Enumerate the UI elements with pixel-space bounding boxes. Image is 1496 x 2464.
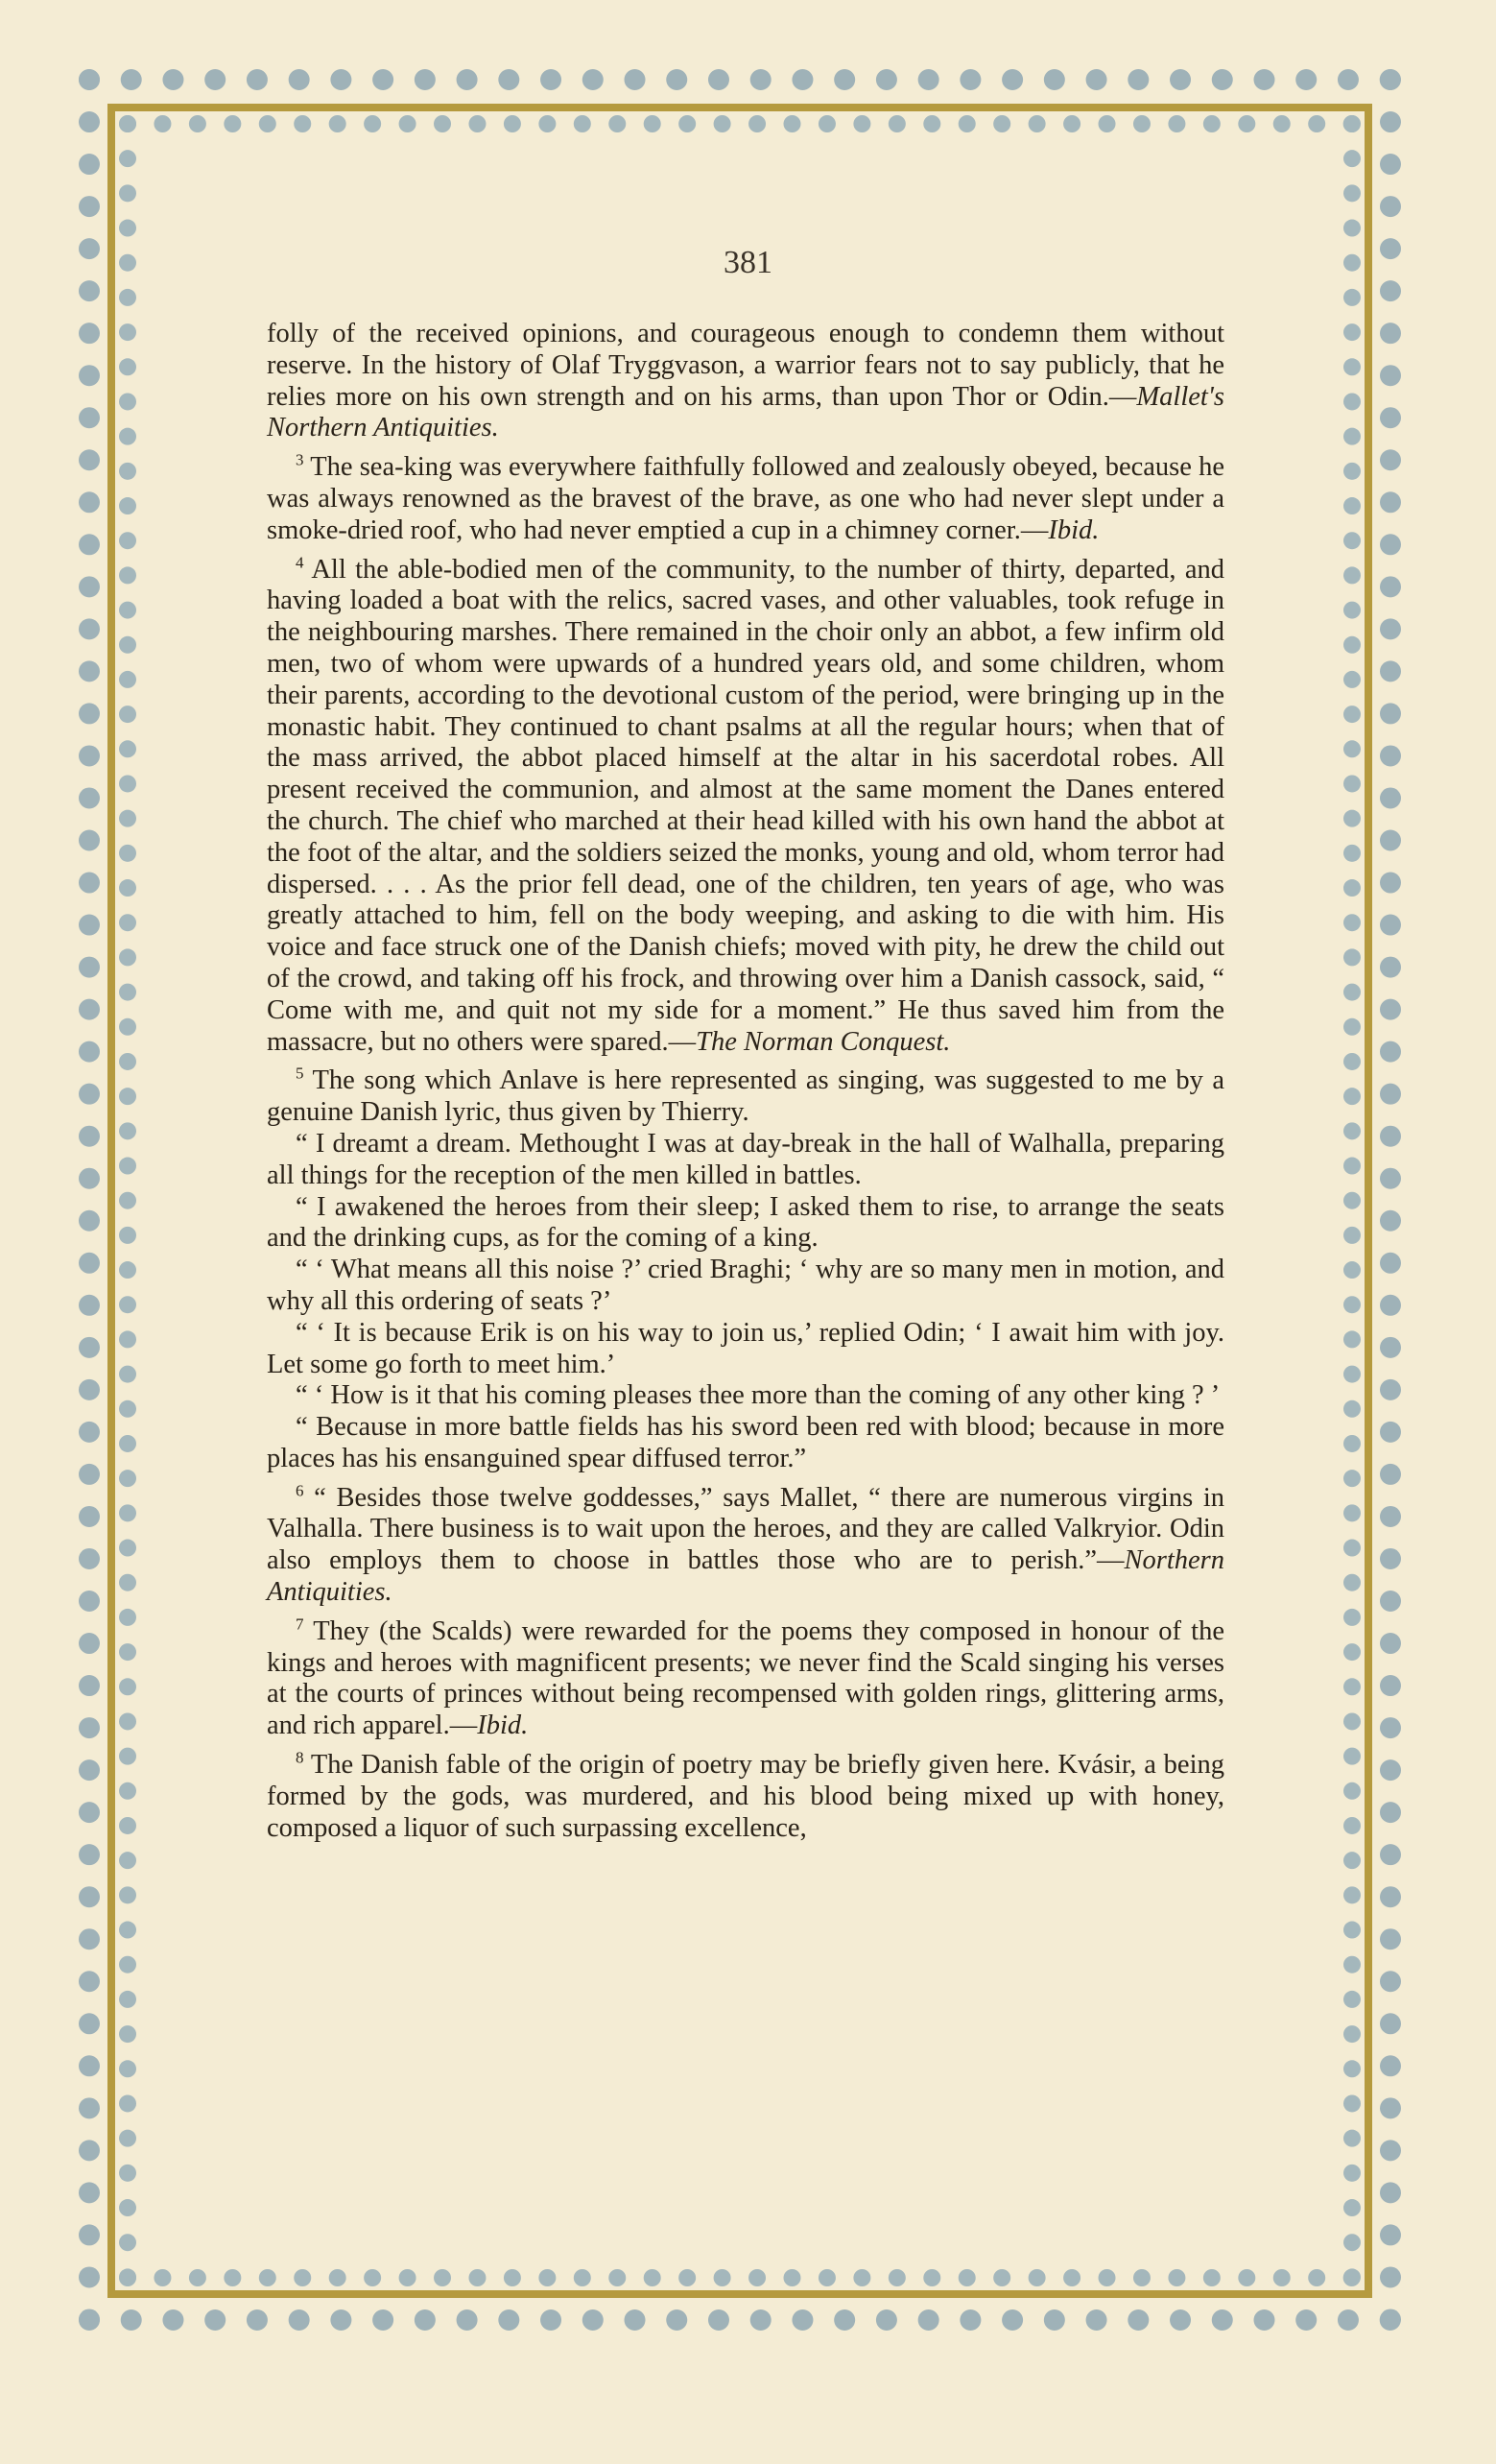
footnote-text: The song which Anlave is here represented as singing, was suggested to me by a genuine Danish lyric, thus given by Thierry.	[267, 1065, 1224, 1128]
footnote-number: 8	[296, 1748, 304, 1767]
footnote-3	[267, 452, 1224, 546]
poem-line: “ Because in more battle fields has his sword been red with blood; because in more places has his ensanguined spear diffused terror.”	[267, 1412, 1224, 1473]
footnote-text: All the able-bodied men of the community, to the number of thirty, departed, and having loaded a boat with the relics, sacred vases, and other valuables, took refuge in the neighbouring marshes. There remained in the choir only an abbot, a few infirm old men, two of whom were upwards of a hundred years old, and some children, whom their parents, according to the devotional custom of the period, were bringing up in the monastic habit. They continued to chant psalms at all the regular hours; when that of the mass arrived, the abbot placed himself at the altar in his sacerdotal robes. All present received the communion, and almost at the same moment the Danes entered the church. The chief who marched at their head killed with his own hand the abbot at the foot of the altar, and the soldiers seized the monks, young and old, whom terror had dispersed. . . . As the prior fell dead, one of the children, ten years of age, who was greatly attached to him, fell on the body weeping, and asking to die with him. His voice and face struck one of the Danish chiefs; moved with pity, he drew the child out of the crowd, and taking off his frock, and throwing over him a Danish cassock, said, “ Come with me, and quit not my side for a moment.” He thus saved him from the massacre, but no others were spared.—	[267, 554, 1224, 1057]
poem-line: “ I awakened the heroes from their sleep; I asked them to rise, to arrange the seats and the drinking cups, as for the coming of a king.	[267, 1191, 1224, 1254]
paragraph-continuation	[267, 319, 1224, 444]
poem-line: “ ‘ What means all this noise ?’ cried Braghi; ‘ why are so many men in motion, and why all this ordering of seats ?’	[267, 1255, 1224, 1316]
poem-line: “ ‘ It is because Erik is on his way to join us,’ replied Odin; ‘ I await him with joy. Let some go forth to meet him.’	[267, 1317, 1224, 1379]
footnote-number: 5	[296, 1064, 304, 1083]
citation: The Norman Conquest.	[696, 1026, 951, 1057]
footnote-number: 3	[296, 450, 304, 469]
footnote-7	[267, 1616, 1224, 1742]
citation: Mallet's Northern Antiquities.	[267, 381, 1224, 443]
citation: Ibid.	[1048, 514, 1100, 545]
footnote-5	[267, 1065, 1224, 1129]
footnote-4	[267, 555, 1224, 1059]
footnote-8	[267, 1750, 1224, 1844]
text-body	[267, 319, 1224, 1852]
footnote-text: “ Besides those twelve goddesses,” says Mallet, “ there are numerous virgins in Valhalla. There business is to wait upon the heroes, and they are called Valkryior. Odin also employs them to choose in battles those who are to perish.”—	[267, 1482, 1224, 1576]
poem-line: “ ‘ How is it that his coming pleases thee more than the coming of any other king ? ’	[296, 1380, 1221, 1411]
footnote-text: The sea-king was everywhere faithfully followed and zealously obeyed, because he was always renowned as the bravest of the brave, as one who had never slept under a smoke-dried roof, who had never emptied a cup in a chimney corner.—	[267, 452, 1224, 545]
footnote-number: 4	[296, 553, 304, 572]
paragraph-text: folly of the received opinions, and courageous enough to condemn them without reserve. In the history of Olaf Tryggvason, a warrior fears not to say publicly, that he relies more on his own strength and on his arms, than upon Thor or Odin.—	[267, 319, 1224, 412]
footnote-6	[267, 1483, 1224, 1609]
footnote-number: 7	[296, 1615, 304, 1634]
citation: Northern Antiquities.	[267, 1545, 1224, 1608]
footnote-text: The Danish fable of the origin of poetry may be briefly given here. Kvásir, a being formed by the gods, was murdered, and his blood being mixed up with honey, composed a liquor of such surpassing excellence,	[267, 1750, 1224, 1843]
footnote-number: 6	[296, 1481, 304, 1500]
footnote-text: They (the Scalds) were rewarded for the poems they composed in honour of the kings and heroes with magnificent presents; we never find the Scald singing his verses at the courts of princes without being recompensed with golden rings, glittering arms, and rich apparel.—	[267, 1615, 1224, 1741]
poem-line: “ I dreamt a dream. Methought I was at day-break in the hall of Walhalla, preparing all things for the reception of the men killed in battles.	[267, 1128, 1224, 1190]
page-number: 381	[724, 245, 772, 280]
citation: Ibid.	[477, 1710, 529, 1741]
